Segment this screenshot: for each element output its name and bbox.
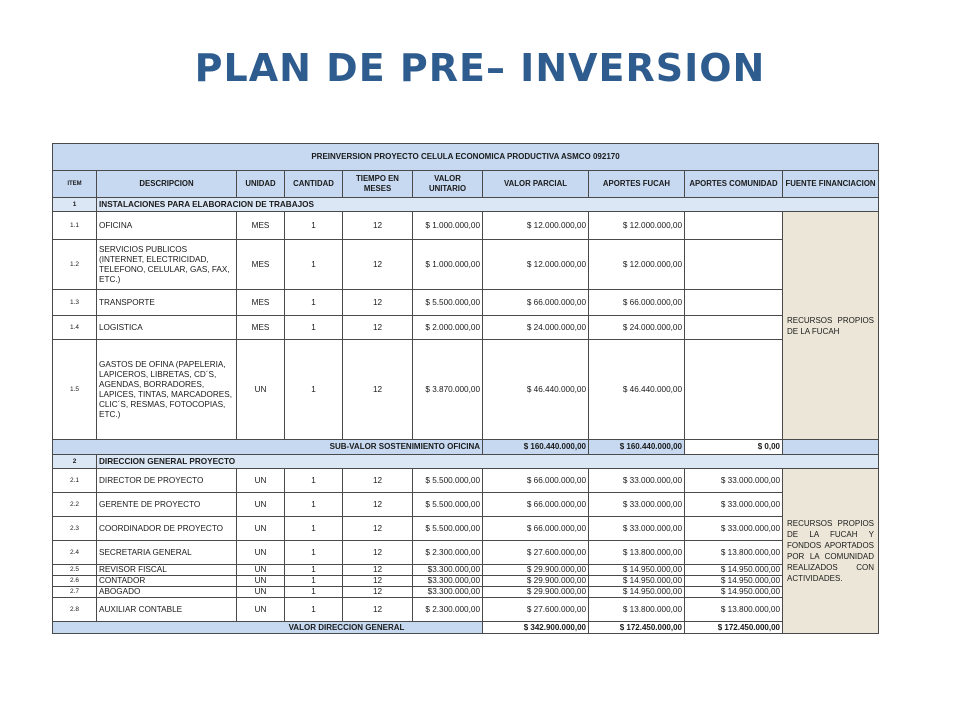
row-quantity: 1: [285, 493, 343, 517]
row-description: DIRECTOR DE PROYECTO: [97, 469, 237, 493]
row-months: 12: [343, 598, 413, 622]
row-description: OFICINA: [97, 212, 237, 240]
row-aporte-comunidad: $ 33.000.000,00: [685, 493, 783, 517]
row-unit-value: $3.300.000,00: [413, 565, 483, 576]
row-item-number: 2.7: [53, 587, 97, 598]
table-row: [53, 340, 879, 440]
row-aporte-comunidad: $ 13.800.000,00: [685, 541, 783, 565]
row-quantity: 1: [285, 587, 343, 598]
row-item-number: 1.4: [53, 316, 97, 340]
row-months: 12: [343, 316, 413, 340]
table-row: [53, 587, 879, 598]
row-unit: UN: [237, 541, 285, 565]
row-aporte-fucah: $ 14.950.000,00: [589, 565, 685, 576]
table-row: [53, 316, 879, 340]
funding-source: RECURSOS PROPIOS DE LA FUCAH: [783, 212, 879, 440]
row-unit: MES: [237, 212, 285, 240]
section-title: INSTALACIONES PARA ELABORACION DE TRABAJOS: [97, 198, 879, 212]
row-description: SECRETARIA GENERAL: [97, 541, 237, 565]
row-description: GERENTE DE PROYECTO: [97, 493, 237, 517]
subtotal-fucah: $ 172.450.000,00: [589, 622, 685, 634]
row-description: GASTOS DE OFINA (PAPELERIA, LAPICEROS, LIBRETAS, CD´S, AGENDAS, BORRADORES, LAPICES, TINTAS, MARCADORES, CLIC´S, RESMAS, FOTOCOPIAS, ETC.): [97, 340, 237, 440]
row-partial-value: $ 12.000.000,00: [483, 240, 589, 290]
row-unit-value: $ 2.300.000,00: [413, 598, 483, 622]
row-partial-value: $ 66.000.000,00: [483, 469, 589, 493]
table-row: [53, 576, 879, 587]
budget-table: [52, 143, 879, 634]
row-months: 12: [343, 240, 413, 290]
table-title: PREINVERSION PROYECTO CELULA ECONOMICA PRODUCTIVA ASMCO 092170: [53, 144, 879, 171]
row-quantity: 1: [285, 340, 343, 440]
row-aporte-comunidad: $ 33.000.000,00: [685, 469, 783, 493]
header-aportes-comunidad: APORTES COMUNIDAD: [685, 171, 783, 198]
row-description: REVISOR FISCAL: [97, 565, 237, 576]
row-partial-value: $ 29.900.000,00: [483, 576, 589, 587]
subtotal-row: [53, 622, 879, 634]
row-description: LOGISTICA: [97, 316, 237, 340]
row-item-number: 2.6: [53, 576, 97, 587]
row-partial-value: $ 29.900.000,00: [483, 565, 589, 576]
row-partial-value: $ 66.000.000,00: [483, 493, 589, 517]
row-aporte-fucah: $ 13.800.000,00: [589, 598, 685, 622]
row-aporte-comunidad: $ 13.800.000,00: [685, 598, 783, 622]
table-row: [53, 517, 879, 541]
subtotal-label: VALOR DIRECCION GENERAL: [53, 622, 483, 634]
row-unit: MES: [237, 316, 285, 340]
row-quantity: 1: [285, 598, 343, 622]
table-row: [53, 212, 879, 240]
row-unit-value: $ 2.000.000,00: [413, 316, 483, 340]
subtotal-row: [53, 440, 879, 455]
row-quantity: 1: [285, 517, 343, 541]
row-months: 12: [343, 576, 413, 587]
row-aporte-comunidad: [685, 212, 783, 240]
row-description: ABOGADO: [97, 587, 237, 598]
row-aporte-fucah: $ 14.950.000,00: [589, 587, 685, 598]
header-valor-parcial: VALOR PARCIAL: [483, 171, 589, 198]
row-quantity: 1: [285, 565, 343, 576]
row-aporte-fucah: $ 12.000.000,00: [589, 212, 685, 240]
row-quantity: 1: [285, 290, 343, 316]
subtotal-comunidad: $ 0,00: [685, 440, 783, 455]
table-row: [53, 493, 879, 517]
row-aporte-comunidad: [685, 316, 783, 340]
row-unit-value: $ 3.870.000,00: [413, 340, 483, 440]
row-aporte-comunidad: $ 14.950.000,00: [685, 587, 783, 598]
row-unit-value: $3.300.000,00: [413, 587, 483, 598]
row-item-number: 1.5: [53, 340, 97, 440]
row-partial-value: $ 27.600.000,00: [483, 598, 589, 622]
row-aporte-fucah: $ 66.000.000,00: [589, 290, 685, 316]
row-partial-value: $ 66.000.000,00: [483, 290, 589, 316]
row-aporte-fucah: $ 13.800.000,00: [589, 541, 685, 565]
subtotal-label: SUB-VALOR SOSTENIMIENTO OFICINA: [53, 440, 483, 455]
row-unit-value: $ 5.500.000,00: [413, 469, 483, 493]
row-aporte-comunidad: $ 33.000.000,00: [685, 517, 783, 541]
row-unit-value: $ 5.500.000,00: [413, 493, 483, 517]
section-header-row: [53, 455, 879, 469]
table-row: [53, 565, 879, 576]
row-aporte-fucah: $ 33.000.000,00: [589, 517, 685, 541]
subtotal-comunidad: $ 172.450.000,00: [685, 622, 783, 634]
row-description: SERVICIOS PUBLICOS (INTERNET, ELECTRICIDAD, TELEFONO, CELULAR, GAS, FAX, ETC.): [97, 240, 237, 290]
slide-title: PLAN DE PRE– INVERSION: [194, 46, 766, 90]
subtotal-empty-cell: [783, 440, 879, 455]
row-aporte-comunidad: [685, 240, 783, 290]
row-aporte-fucah: $ 46.440.000,00: [589, 340, 685, 440]
row-unit-value: $ 5.500.000,00: [413, 517, 483, 541]
row-months: 12: [343, 212, 413, 240]
row-aporte-comunidad: $ 14.950.000,00: [685, 565, 783, 576]
row-aporte-fucah: $ 24.000.000,00: [589, 316, 685, 340]
row-months: 12: [343, 469, 413, 493]
row-item-number: 2.3: [53, 517, 97, 541]
row-quantity: 1: [285, 212, 343, 240]
section-header-row: [53, 198, 879, 212]
row-aporte-comunidad: [685, 290, 783, 316]
header-valor-unitario: VALOR UNITARIO: [413, 171, 483, 198]
row-description: COORDINADOR DE PROYECTO: [97, 517, 237, 541]
subtotal-partial: $ 160.440.000,00: [483, 440, 589, 455]
row-unit-value: $ 1.000.000,00: [413, 240, 483, 290]
row-unit-value: $ 1.000.000,00: [413, 212, 483, 240]
table-row: [53, 469, 879, 493]
table-row: [53, 541, 879, 565]
header-aportes-fucah: APORTES FUCAH: [589, 171, 685, 198]
row-quantity: 1: [285, 469, 343, 493]
section-title: DIRECCION GENERAL PROYECTO: [97, 455, 879, 469]
row-unit: UN: [237, 565, 285, 576]
header-fuente: FUENTE FINANCIACION: [783, 171, 879, 198]
row-months: 12: [343, 541, 413, 565]
row-partial-value: $ 27.600.000,00: [483, 541, 589, 565]
header-tiempo: TIEMPO EN MESES: [343, 171, 413, 198]
row-description: AUXILIAR CONTABLE: [97, 598, 237, 622]
row-partial-value: $ 12.000.000,00: [483, 212, 589, 240]
row-description: TRANSPORTE: [97, 290, 237, 316]
row-unit: UN: [237, 340, 285, 440]
row-unit: UN: [237, 587, 285, 598]
row-unit-value: $ 2.300.000,00: [413, 541, 483, 565]
header-unidad: UNIDAD: [237, 171, 285, 198]
row-quantity: 1: [285, 576, 343, 587]
table-row: [53, 290, 879, 316]
row-item-number: 2.5: [53, 565, 97, 576]
row-aporte-fucah: $ 33.000.000,00: [589, 469, 685, 493]
row-aporte-fucah: $ 33.000.000,00: [589, 493, 685, 517]
row-unit: UN: [237, 517, 285, 541]
row-unit-value: $ 5.500.000,00: [413, 290, 483, 316]
row-unit: UN: [237, 576, 285, 587]
row-description: CONTADOR: [97, 576, 237, 587]
row-partial-value: $ 24.000.000,00: [483, 316, 589, 340]
row-months: 12: [343, 340, 413, 440]
row-partial-value: $ 66.000.000,00: [483, 517, 589, 541]
subtotal-partial: $ 342.900.000,00: [483, 622, 589, 634]
subtotal-fucah: $ 160.440.000,00: [589, 440, 685, 455]
table-row: [53, 598, 879, 622]
table-row: [53, 240, 879, 290]
row-item-number: 1.1: [53, 212, 97, 240]
row-months: 12: [343, 587, 413, 598]
header-row: [53, 171, 879, 198]
row-item-number: 2.8: [53, 598, 97, 622]
row-item-number: 1.3: [53, 290, 97, 316]
row-item-number: 2.2: [53, 493, 97, 517]
header-descripcion: DESCRIPCION: [97, 171, 237, 198]
row-aporte-comunidad: [685, 340, 783, 440]
header-item: ITEM: [53, 171, 97, 198]
row-quantity: 1: [285, 316, 343, 340]
row-partial-value: $ 29.900.000,00: [483, 587, 589, 598]
row-unit-value: $3.300.000,00: [413, 576, 483, 587]
row-unit: MES: [237, 290, 285, 316]
row-quantity: 1: [285, 240, 343, 290]
row-months: 12: [343, 517, 413, 541]
row-item-number: 2.4: [53, 541, 97, 565]
row-partial-value: $ 46.440.000,00: [483, 340, 589, 440]
row-aporte-fucah: $ 14.950.000,00: [589, 576, 685, 587]
section-number: 2: [53, 455, 97, 469]
row-aporte-comunidad: $ 14.950.000,00: [685, 576, 783, 587]
row-months: 12: [343, 290, 413, 316]
section-number: 1: [53, 198, 97, 212]
row-aporte-fucah: $ 12.000.000,00: [589, 240, 685, 290]
row-quantity: 1: [285, 541, 343, 565]
row-months: 12: [343, 565, 413, 576]
row-item-number: 1.2: [53, 240, 97, 290]
row-unit: UN: [237, 598, 285, 622]
row-unit: UN: [237, 469, 285, 493]
row-item-number: 2.1: [53, 469, 97, 493]
row-unit: MES: [237, 240, 285, 290]
funding-source: RECURSOS PROPIOS DE LA FUCAH Y FONDOS APORTADOS POR LA COMUNIDAD REALIZADOS CON ACTIVIDADES.: [783, 469, 879, 634]
row-months: 12: [343, 493, 413, 517]
row-unit: UN: [237, 493, 285, 517]
header-cantidad: CANTIDAD: [285, 171, 343, 198]
